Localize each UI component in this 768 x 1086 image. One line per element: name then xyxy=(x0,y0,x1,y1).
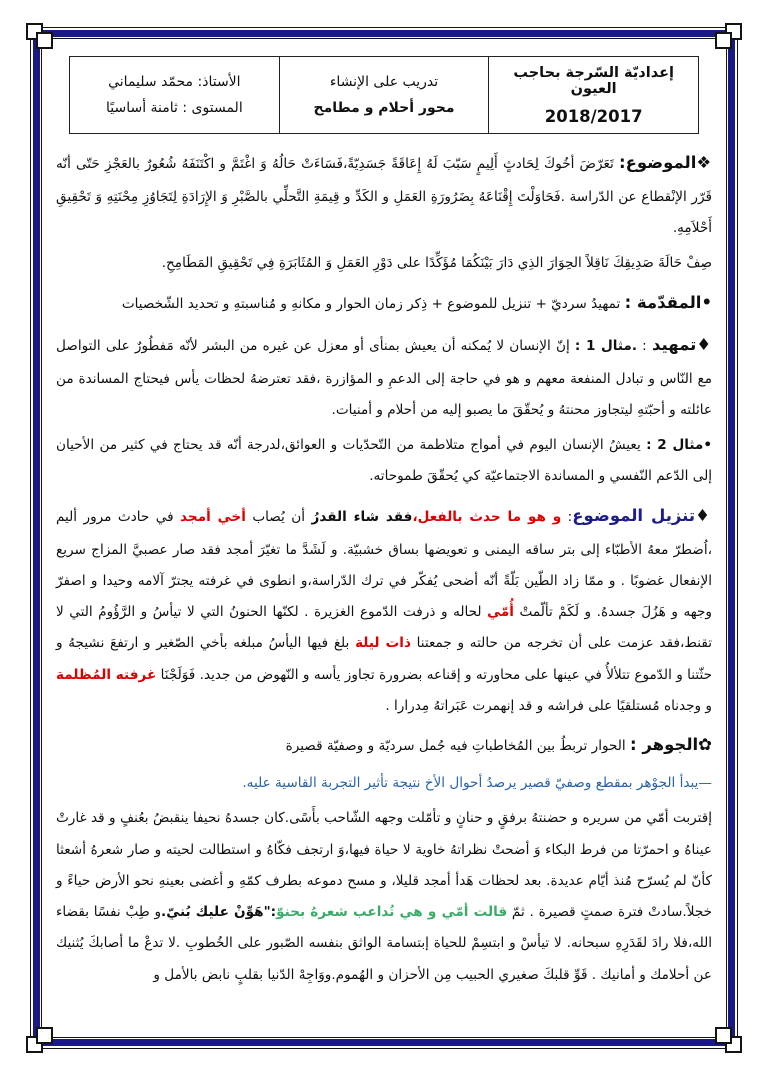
diamond-bullet-icon: ♦ xyxy=(695,505,713,525)
topic-paragraph xyxy=(56,144,712,244)
corner-ornament xyxy=(715,32,732,49)
example2-paragraph xyxy=(56,430,712,493)
topic-task: صِفْ حَالَةَ صَدِيقِكَ نَاقِلاً الحِوَارَ الذِي دَارَ بَيْنَكُمَا مُؤَكِّدًا على دَوْرِ العَمَلِ وَ المُثَابَرَةِ فِي تَحْقِيقِ المَطَامِحِ. xyxy=(161,255,712,272)
tamhid-separator: : xyxy=(637,337,652,354)
tanzil-run: بلغ فيها اليأسُ مبلغه بأخي الصّغير و ارتفعَ نشيجهُ و حثّتنا و الدّموع تتلألأُ في عينها على محاورته و إقناعه بضرورة تجاوز يأسه و النّهوض من جديد. فَوَلَجْنَا xyxy=(56,635,712,683)
lesson-theme: محور أحلام و مطامح xyxy=(313,100,455,116)
jawhar-paragraph xyxy=(56,726,712,764)
lesson-type: تدريب على الإنشاء xyxy=(329,74,439,90)
tamhid-title: تمهيد xyxy=(651,334,697,354)
intro-body: تمهيدُ سرديّ + تنزيل للموضوع + ذِكر زمان الحوار و مكانهِ و مُناسبتهِ و تحديد الشّخصيات xyxy=(121,295,621,312)
closing-paragraph xyxy=(56,803,712,991)
jawhar-body: الحوار تربطُ بين المُخاطباتِ فيه جُمل سرديّة و وصفيّة قصيرة xyxy=(285,738,626,755)
topic-body: تَعَرّضَ أخُوكَ لِحَادثٍ أَلِيمٍ سَبّبَ لَهُ إِعَاقَةً جَسَدِيّةً،فَسَاءَتْ حَالُهُ وَ اغْتَمَّ و اكْتَنَفَهُ شُعُورٌ بالعَجْزِ حَتّى أنّه قَرّر الإنْقطاع عن الدّراسة .فَحَاوَلْتَ إِقْنَاعَهُ بِضَرُورَةِ العَمَلِ و الكَدِّ و قِيمَةِ التَّحلِّي بالصَّبْرِ وَ الإِرَادَةِ لِتَجَاوُزِ مِحْنَتِهِ وَ تَحْقِيقِ أَحْلاَمِهِ. xyxy=(56,156,712,237)
example1-body: إنّ الإنسان لا يُمكنه أن يعيش بمنأى أو معزل عن غيره من البشر لأنّه مَفطُورٌ على التواصل مع النّاس و تبادل المنفعة معهم و هو في حاجة إلى الدعمِ و المؤازرة ،فقد تعترضهُ لحظات يأس فيحتاج المساندة من عائلته و أحبّتهِ ليتجاوز محنتهُ و يُحقّقَ ما يصبو إليه من أحلام و أمنيات. xyxy=(56,337,712,418)
example2-body: يعيشُ الإنسان اليوم في أمواج متلاطمة من التّحدّيات و العوائق،لدرجة أنّه قد يحتاج في كثير من الأحيان إلى الدّعم النّفسي و المساندة الاجتماعيّة كي يُحقّقَ طموحاته. xyxy=(56,437,712,485)
header-cell-teacher xyxy=(70,57,280,134)
school-year: 2018/2017 xyxy=(544,106,643,126)
level: المستوى : ثامنة أساسيًا xyxy=(105,100,243,116)
tanzil-run-red: ذات ليلة xyxy=(355,635,411,652)
tanzil-paragraph xyxy=(56,497,712,723)
dot-bullet-icon: • xyxy=(701,292,712,312)
topic-title: الموضوع: xyxy=(618,153,697,172)
diamond-bullet-icon: ❖ xyxy=(696,153,712,172)
teacher-name: الأستاذ: محمّد سليماني xyxy=(108,74,241,90)
tanzil-run-bold: فقد شاء القدرُ xyxy=(311,508,413,525)
corner-ornament xyxy=(36,32,53,49)
header-cell-subject xyxy=(279,57,489,134)
example1-label: .مثال 1 : xyxy=(574,337,638,354)
tanzil-run: أن يُصاب xyxy=(245,508,312,525)
dot-bullet-icon: • xyxy=(703,437,713,454)
closing-run-green: قالت أمّي و هي تُداعب شعرهُ بحنوّ xyxy=(276,904,508,921)
florette-bullet-icon: ✿ xyxy=(698,735,712,755)
tanzil-title: تنزيل الموضوع xyxy=(572,505,696,525)
example2-label: مثال 2 : xyxy=(646,437,704,454)
jawhar-title: الجوهر : xyxy=(630,735,699,755)
tanzil-run-red: و هو ما حدث بالفعل، xyxy=(412,508,562,525)
school-name: إعداديّة السّرجة بحاجب العيون xyxy=(513,64,674,97)
diamond-bullet-icon: ♦ xyxy=(696,334,712,354)
tanzil-run: لحاله و ذرفت الدّموع الغزيرة . لكنّها الحنونُ التي لا تيأسُ و الرَّؤُومُ التي لا تقنط،فقد عزمت على أن تخرجه من حالته و جمعتنا xyxy=(56,604,712,652)
tanzil-run-red: أُمّي xyxy=(487,604,514,621)
corner-ornament xyxy=(36,1027,53,1044)
intro-title: المقدّمة : xyxy=(624,292,702,312)
tanzil-run: و وجدناه مُستلقيًا على فراشه و قد إنهمرت عَبَراتهُ مِدرارا . xyxy=(385,697,712,714)
jawhar-note xyxy=(56,768,712,799)
header-cell-school xyxy=(489,57,699,134)
tanzil-run-red: غرفته المُظلمة xyxy=(56,666,157,683)
corner-ornament xyxy=(715,1027,732,1044)
page-content xyxy=(56,48,712,1034)
tanzil-run: في حادث مرور أليم ،اُضطرّ معهُ الأطبّاء إلى بتر ساقه اليمنى و تعويضها بساق خشبيّة. و لَشَدَّ ما تغيّرَ أمجد فقد صار عصبيَّ المزاج سريع الإنفعال غضوبًا . و ممّا زاد الطّين بَلّةً أنّه أضحى يُفكّر في ترك الدّراسة،و انطوى في غرفته يجترّ آلامه وحيدا و اصفرّ وجهه و هَزُلَ جسدهُ. و لَكَمْ تألّمتْ xyxy=(56,508,713,621)
intro-paragraph xyxy=(56,284,712,322)
header-table xyxy=(69,56,699,134)
dash-icon: — xyxy=(698,775,712,792)
closing-run: إقتربت أمّي من سريره و حضنتهُ برفقٍ و حنانٍ و تأمّلت وجهه الشّاحب بأَسًى.كان جسدهُ نحيفا ينقبضُ بعُنفٍ و قد غارتْ عيناهُ و احمرّتا من فرط البكاء وَ أضحتْ نظراتهُ خاوية لا حياة فيها،وَ ارتجف فكّاهُ و استطالت لحيته و صار شعرهُ أشعثا كأنّ لم يُسرّح مُنذ أيّام عديدة. بعد لحظات هَدأ أمجد قليلا، و مسح دموعه بطرف كمّهِ و أغضى بعينهِ نحو الأرض حياءً و خجلاً.سادتْ فترة صمتٍ قصيرة . ثمّ xyxy=(56,810,712,921)
tanzil-colon: : xyxy=(561,508,573,525)
closing-run-bold: :"هَوِّنْ عليك بُنيّ. xyxy=(161,904,277,921)
jawhar-note-text: يبدأ الجوْهر بمقطع وصفيّ قصير يرصدُ أحوال الأخ نتيجة تأثير التجربة القاسية عليه. xyxy=(242,775,699,792)
tanzil-run-red: أخي أمجد xyxy=(180,508,246,525)
tamhid-paragraph xyxy=(56,326,712,426)
closing-run: و طِبْ نفسًا بقضاء الله،فلا رادَ لقَدَرِهِ سبحانه. لا تيأسْ و ابتسِمْ للحياة إبتسامة الواثق بنفسه الصّبور على الخُطوبِ .لا تدعْ ما أصابكَ يُثنيك عن أحلامك و أمانيك . قَوِّ قلبكَ صغيري الحبيب مِن الأحزان و الهُموم.ووَاجِهْ الدّنيا بقلبٍ نابض بالأمل و xyxy=(56,904,712,983)
